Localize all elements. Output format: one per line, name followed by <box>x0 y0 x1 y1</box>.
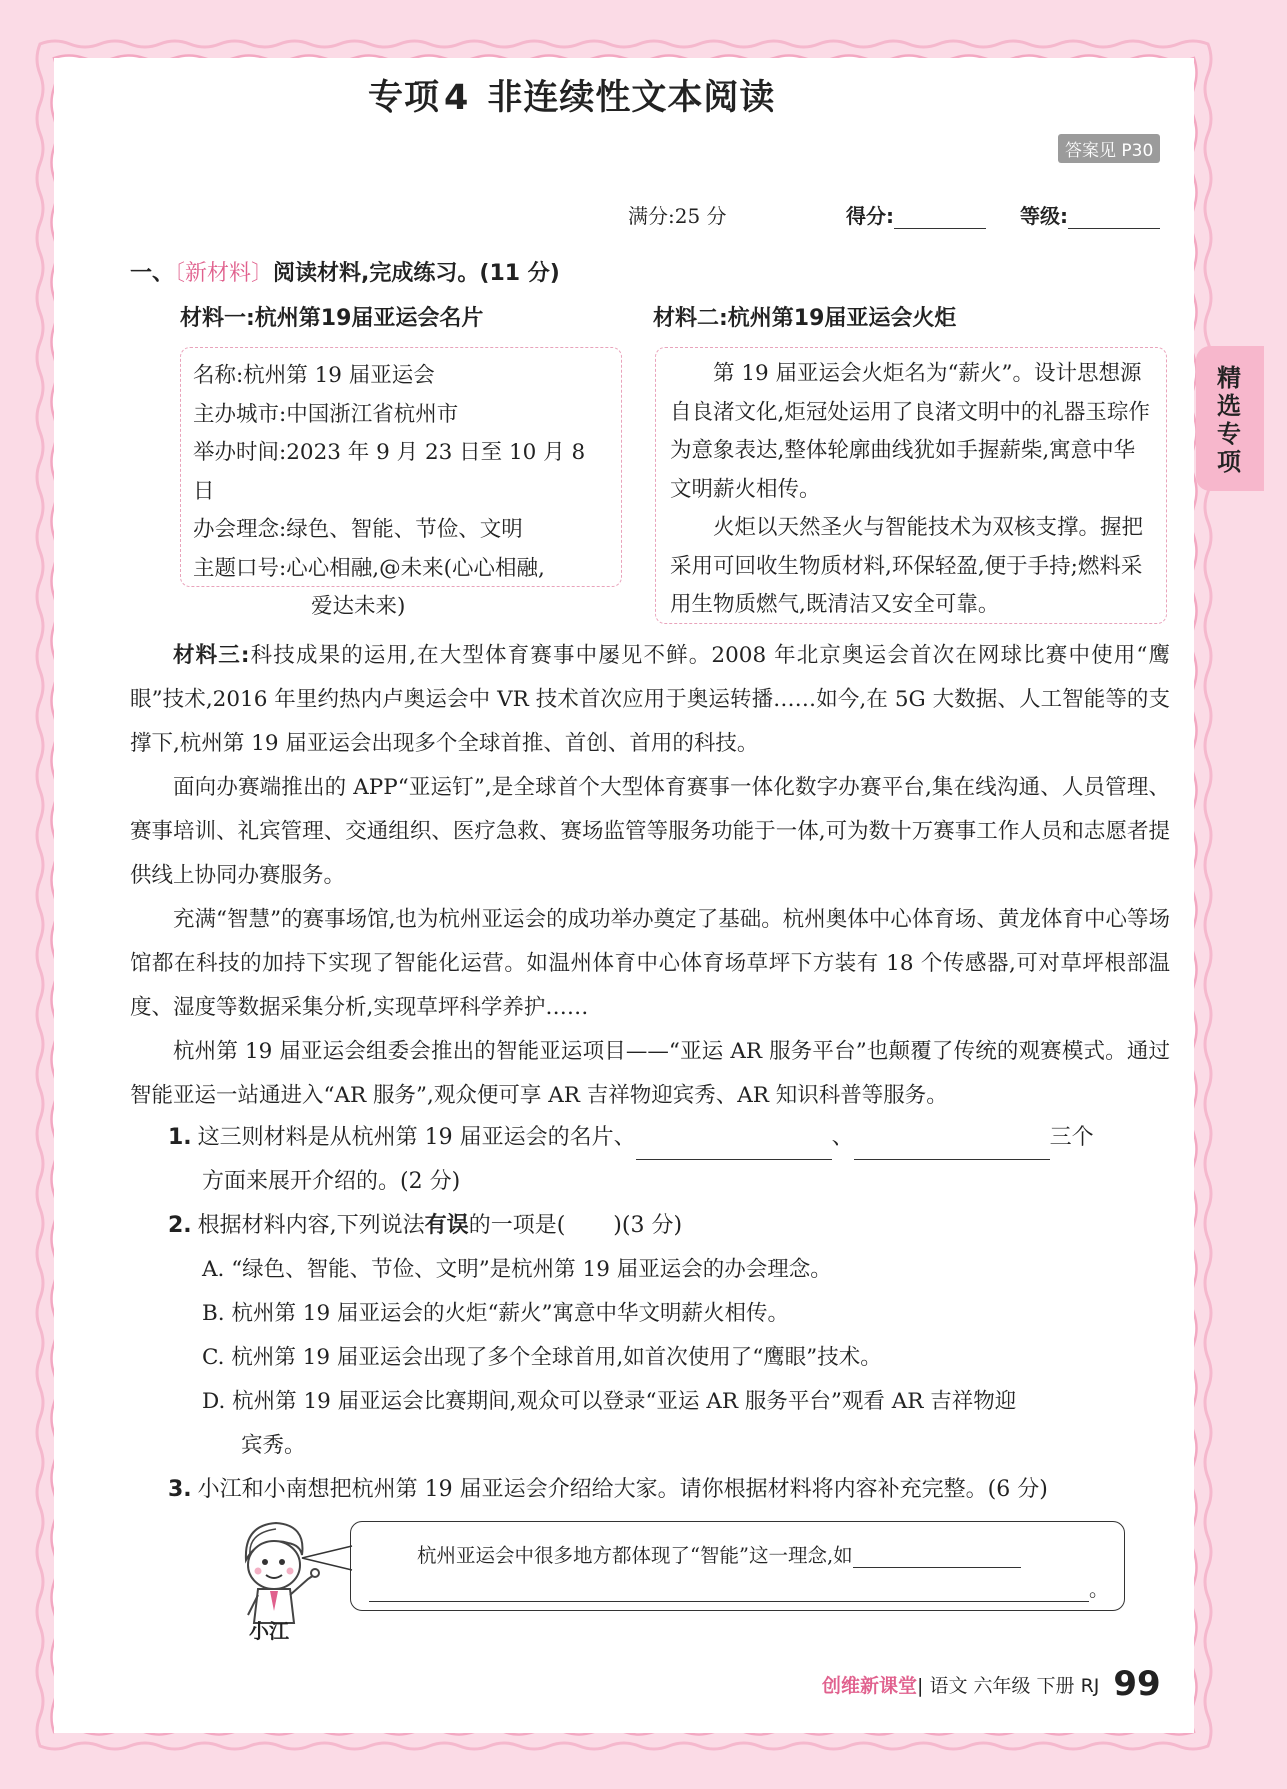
question-3: 3. 小江和小南想把杭州第 19 届亚运会介绍给大家。请你根据材料将内容补充完整。(6 分) <box>168 1477 1048 1502</box>
page-title: 专项 4 非连续性文本阅读 <box>368 78 776 118</box>
material-three-lead: 材料三: <box>173 643 250 668</box>
answer-blank[interactable] <box>853 1545 1021 1568</box>
page-footer <box>822 1664 1161 1704</box>
option-d[interactable]: D. 杭州第 19 届亚运会比赛期间,观众可以登录“亚运 AR 服务平台”观看 AR 吉祥物迎 <box>202 1389 1017 1414</box>
emphasis-wrong: 有误 <box>424 1213 469 1238</box>
card-line: 爱达未来) <box>311 594 406 619</box>
answer-reference-badge: 答案见 P30 <box>1058 134 1160 163</box>
card-line: 办会理念:绿色、智能、节俭、文明 <box>193 517 523 542</box>
material-three-paragraph: 面向办赛端推出的 APP“亚运钉”,是全球首个大型体育赛事一体化数字办赛平台,集在线沟通、人员管理、赛事培训、礼宾管理、交通组织、医疗急救、赛场监管等服务功能于一体,可为数十万赛事工作人员和志愿者提供线上协同办赛服务。 <box>130 775 1170 888</box>
side-tab-label: 精选专项 <box>1217 364 1241 476</box>
card-line: 举办时间:2023 年 9 月 23 日至 10 月 8 日 <box>193 440 586 504</box>
material-two-paragraph: 火炬以天然圣火与智能技术为双核支撑。握把采用可回收生物质材料,环保轻盈,便于手持;燃料采用生物质燃气,既清洁又安全可靠。 <box>670 515 1144 617</box>
card-line: 名称:杭州第 19 届亚运会 <box>193 363 435 388</box>
speech-bubble: 杭州亚运会中很多地方都体现了“智能”这一理念,如 。 <box>350 1521 1125 1611</box>
material-two-title: 材料二:杭州第19届亚运会火炬 <box>653 306 957 331</box>
speech-bubble-tail <box>300 1540 356 1580</box>
footer-brand: 创维新课堂 <box>822 1675 918 1697</box>
page-number: 99 <box>1113 1664 1161 1704</box>
option-d-continued: 宾秀。 <box>241 1433 306 1458</box>
material-three-paragraph: 材料三:科技成果的运用,在大型体育赛事中屡见不鲜。2008 年北京奥运会首次在网球比赛中使用“鹰眼”技术,2016 年里约热内卢奥运会中 VR 技术首次应用于奥运转播……如今,在 5G 大数据、人工智能等的支撑下,杭州第 19 届亚运会出现多个全球首推、首创、首用的科技。 <box>130 643 1170 756</box>
option-c[interactable]: C. 杭州第 19 届亚运会出现了多个全球首用,如首次使用了“鹰眼”技术。 <box>202 1345 882 1370</box>
section-one-heading: 一、〔新材料〕阅读材料,完成练习。(11 分) <box>130 261 560 286</box>
material-three-paragraph: 充满“智慧”的赛事场馆,也为杭州亚运会的成功举办奠定了基础。杭州奥体中心体育场、黄龙体育中心等场馆都在科技的加持下实现了智能化运营。如温州体育中心体育场草坪下方装有 18 个传感器,可对草坪根部温度、湿度等数据采集分析,实现草坪科学养护…… <box>130 907 1170 1020</box>
new-material-tag: 〔新材料〕 <box>174 261 274 286</box>
answer-blank[interactable] <box>369 1581 1089 1602</box>
side-tab <box>1196 346 1264 491</box>
option-a[interactable]: A. “绿色、智能、节俭、文明”是杭州第 19 届亚运会的办会理念。 <box>202 1257 832 1282</box>
card-line: 主题口号:心心相融,@未来(心心相融, <box>193 555 545 581</box>
card-line: 主办城市:中国浙江省杭州市 <box>193 401 459 427</box>
full-score-label: 满分:25 分 <box>628 204 727 228</box>
grade-field[interactable]: 等级: <box>1020 200 1160 229</box>
material-two-card <box>655 347 1167 624</box>
character-name: 小江 <box>249 1619 289 1643</box>
answer-blank[interactable] <box>636 1133 832 1160</box>
material-two-paragraph: 第 19 届亚运会火炬名为“薪火”。设计思想源自良渚文化,炬冠处运用了良渚文明中的礼器玉琮作为意象表达,整体轮廓曲线犹如手握薪柴,寓意中华文明薪火相传。 <box>670 361 1150 502</box>
material-one-title: 材料一:杭州第19届亚运会名片 <box>180 306 484 331</box>
question-2: 2. 根据材料内容,下列说法有误的一项是( )(3 分) <box>168 1213 683 1238</box>
option-b[interactable]: B. 杭州第 19 届亚运会的火炬“薪火”寓意中华文明薪火相传。 <box>202 1301 789 1326</box>
score-field[interactable]: 得分: <box>846 200 986 229</box>
footer-info: | 语文 六年级 下册 RJ <box>917 1675 1100 1697</box>
answer-blank[interactable] <box>854 1133 1050 1160</box>
question-1: 1. 这三则材料是从杭州第 19 届亚运会的名片、 、 三个 <box>168 1116 1170 1160</box>
material-one-card <box>180 347 622 619</box>
material-three-paragraph: 杭州第 19 届亚运会组委会推出的智能亚运项目——“亚运 AR 服务平台”也颠覆了传统的观赛模式。通过智能亚运一站通进入“AR 服务”,观众便可享 AR 吉祥物迎宾秀、AR 知识科普等服务。 <box>130 1039 1170 1108</box>
bubble-text: 杭州亚运会中很多地方都体现了“智能”这一理念,如 <box>417 1544 853 1567</box>
question-1-continued: 方面来展开介绍的。(2 分) <box>202 1169 461 1194</box>
